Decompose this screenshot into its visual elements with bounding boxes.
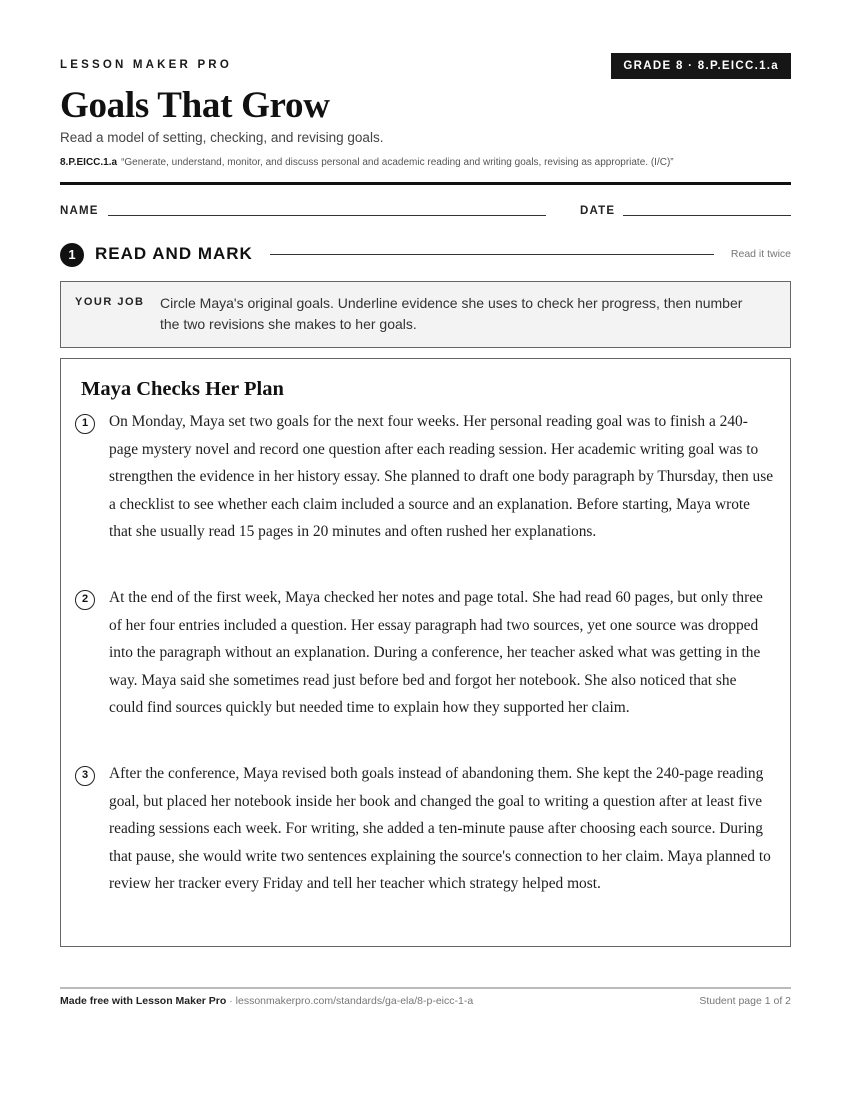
footer-divider xyxy=(60,987,791,989)
standard-line xyxy=(60,157,674,168)
reading-passage xyxy=(60,358,791,947)
section-title: READ AND MARK xyxy=(95,244,253,263)
brand-name: LESSON MAKER PRO xyxy=(60,59,232,71)
section-number-badge: 1 xyxy=(60,243,84,267)
page-subtitle: Read a model of setting, checking, and revising goals. xyxy=(60,130,384,145)
paragraph-text: At the end of the first week, Maya checked her notes and page total. She had read 60 pages, but only three of her four entries included a question. Her essay paragraph had two sources, yet one source was dropped into the paragraph without an explanation. During a conference, her teacher asked what was getting in the way. Maya said she sometimes read just before bed and forgot her notebook. She also noticed that she could find sources quickly but needed time to explain how they supported her claim. xyxy=(109,589,763,716)
header-divider xyxy=(60,182,791,185)
your-job-label: YOUR JOB xyxy=(75,296,145,308)
section-note: Read it twice xyxy=(730,248,791,260)
paragraph-text: On Monday, Maya set two goals for the next four weeks. Her personal reading goal was to finish a 240-page mystery novel and record one question after each reading session. Her academic writing goal was to strengthen the evidence in her history essay. She planned to draft one body paragraph by Thursday, then use a checklist to see whether each claim included a source and an explanation. Before starting, Maya wrote that she usually read 15 pages in 20 minutes and often rushed her explanations. xyxy=(109,413,774,540)
your-job-instructions: Circle Maya's original goals. Underline evidence she uses to check her progress, then number the two revisions she makes to her goals. xyxy=(160,295,743,332)
footer-page-number: Student page 1 of 2 xyxy=(699,995,791,1007)
footer-credit xyxy=(60,995,473,1007)
paragraph-number-badge: 3 xyxy=(75,766,95,786)
standard-code: 8.P.EICC.1.a xyxy=(60,157,118,168)
footer-url[interactable]: · lessonmakerpro.com/standards/ga-ela/8-p-eicc-1-a xyxy=(226,995,474,1007)
passage-title: Maya Checks Her Plan xyxy=(81,378,284,400)
name-field[interactable] xyxy=(108,215,546,216)
paragraph-number-badge: 1 xyxy=(75,414,95,434)
footer-made-with: Made free with Lesson Maker Pro xyxy=(60,995,227,1007)
date-label: DATE xyxy=(580,205,616,217)
date-field[interactable] xyxy=(623,215,791,216)
name-label: NAME xyxy=(60,205,99,217)
section-divider xyxy=(270,254,714,255)
standard-text: “Generate, understand, monitor, and discuss personal and academic reading and writing goals, revising as appropriate. (I/C)” xyxy=(121,157,674,168)
paragraph-text: After the conference, Maya revised both goals instead of abandoning them. She kept the 240-page reading goal, but placed her notebook inside her book and changed the goal to writing a question after at least five reading sessions each week. For writing, she added a ten-minute pause after choosing each source. During that pause, she would write two sentences explaining the source's connection to her claim. Maya planned to review her tracker every Friday and tell her teacher which strategy helped most. xyxy=(109,765,771,892)
paragraph-number-badge: 2 xyxy=(75,590,95,610)
grade-badge: GRADE 8 · 8.P.EICC.1.a xyxy=(611,53,791,79)
worksheet-page xyxy=(60,0,791,1100)
page-title: Goals That Grow xyxy=(60,85,330,126)
your-job-box xyxy=(60,281,791,348)
